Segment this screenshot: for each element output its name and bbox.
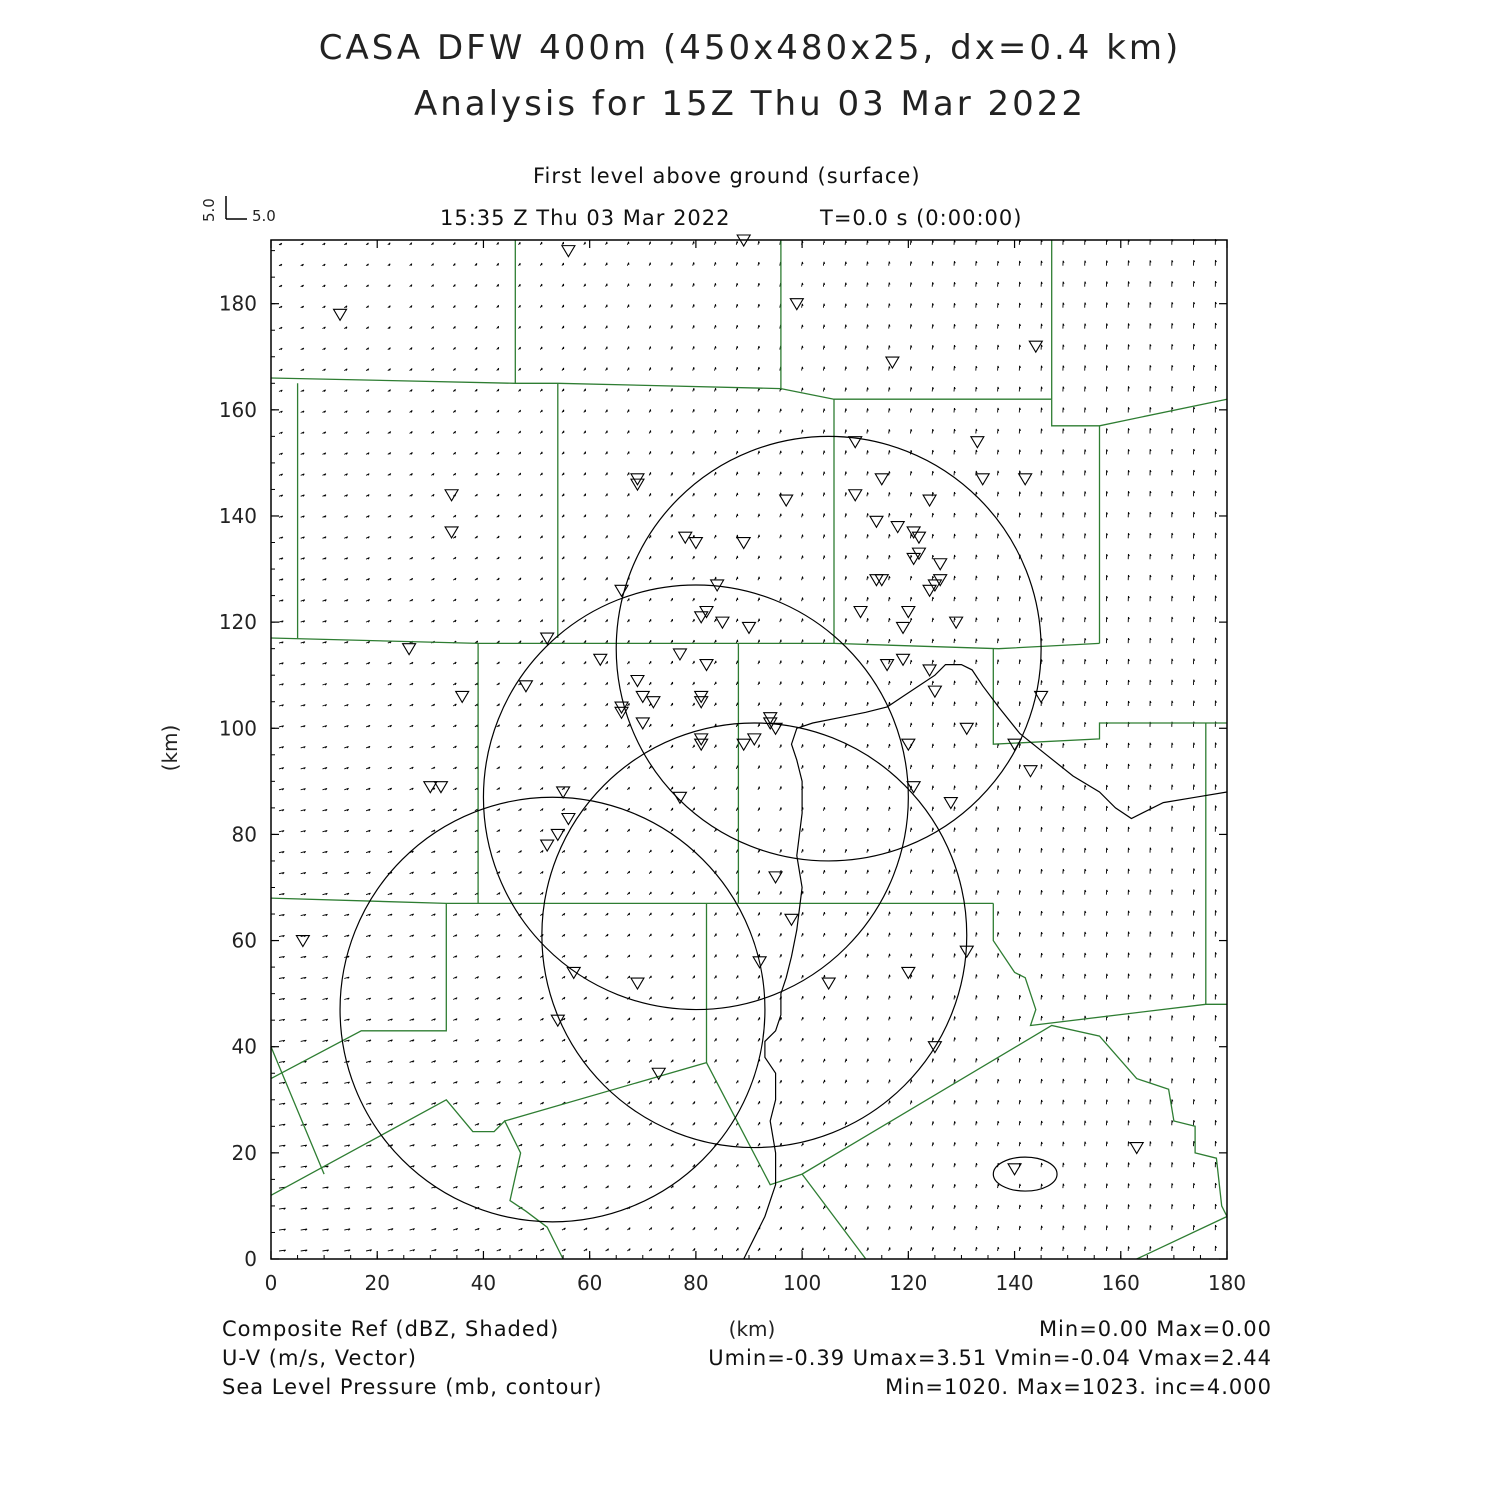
y-tick-label: 0 <box>244 1247 257 1271</box>
x-tick-label: 80 <box>683 1271 709 1295</box>
station-marker <box>785 914 798 925</box>
county-line-21 <box>802 1174 866 1259</box>
station-marker <box>928 686 941 697</box>
level-label: First level above ground (surface) <box>533 164 921 188</box>
station-marker <box>907 553 920 564</box>
station-marker <box>673 649 686 660</box>
station-marker <box>519 681 532 692</box>
station-marker <box>562 246 575 257</box>
legend-reflectivity-range: Min=0.00 Max=0.00 <box>1038 1317 1272 1341</box>
station-marker <box>960 723 973 734</box>
legend-reflectivity: Composite Ref (dBZ, Shaded) <box>222 1317 560 1341</box>
y-tick-label: 160 <box>218 397 257 422</box>
y-tick-label: 80 <box>231 822 257 847</box>
station-marker <box>1029 341 1042 352</box>
station-marker <box>700 660 713 671</box>
legend-wind-range: Umin=-0.39 Umax=3.51 Vmin=-0.04 Vmax=2.44 <box>708 1346 1272 1370</box>
station-marker <box>971 437 984 448</box>
station-marker <box>594 654 607 665</box>
y-tick-label: 100 <box>218 716 257 741</box>
pressure-contour-0 <box>744 665 1227 1259</box>
x-tick-label: 20 <box>364 1271 390 1295</box>
station-marker <box>950 617 963 628</box>
county-line-9 <box>271 638 1100 649</box>
county-line-18 <box>271 1100 563 1259</box>
wind-vector-field <box>279 239 1217 1251</box>
station-marker <box>716 617 729 628</box>
sea-level-pressure-contours <box>744 665 1227 1259</box>
y-tick-label: 180 <box>218 291 257 316</box>
station-marker <box>445 490 458 501</box>
county-boundaries <box>271 240 1227 1259</box>
y-tick-label: 60 <box>231 928 257 953</box>
scale-v-label: 5.0 <box>200 198 218 222</box>
station-marker <box>976 474 989 485</box>
station-marker <box>456 691 469 702</box>
station-marker <box>780 495 793 506</box>
station-marker <box>902 739 915 750</box>
vector-scale-key <box>200 196 276 225</box>
radar-range-rings <box>340 436 1041 1221</box>
station-marker <box>689 538 702 549</box>
station-marker <box>567 967 580 978</box>
county-line-7 <box>1052 399 1227 426</box>
x-tick-label: 0 <box>264 1271 278 1295</box>
station-marker <box>334 309 347 320</box>
station-marker <box>891 522 904 533</box>
x-axis-label: (km) <box>728 1317 776 1341</box>
station-marker <box>743 622 756 633</box>
station-marker <box>631 978 644 989</box>
station-marker <box>1130 1143 1143 1154</box>
station-marker <box>562 813 575 824</box>
pressure-contour-closed <box>993 1157 1057 1191</box>
station-marker <box>1019 474 1032 485</box>
y-tick-label: 140 <box>218 503 257 528</box>
station-marker <box>897 622 910 633</box>
county-line-12 <box>993 649 1227 745</box>
station-marker <box>875 474 888 485</box>
station-marker <box>1008 739 1021 750</box>
station-marker <box>923 665 936 676</box>
station-marker <box>870 516 883 527</box>
station-marker <box>737 538 750 549</box>
station-marker <box>849 490 862 501</box>
station-marker <box>541 840 554 851</box>
legend-pressure: Sea Level Pressure (mb, contour) <box>222 1375 603 1399</box>
station-marker <box>923 495 936 506</box>
legend-pressure-range: Min=1020. Max=1023. inc=4.000 <box>885 1375 1272 1399</box>
y-tick-label: 40 <box>231 1034 257 1059</box>
x-tick-label: 120 <box>889 1271 928 1295</box>
station-marker <box>403 644 416 655</box>
radar-ring-2 <box>542 723 967 1148</box>
station-marker <box>886 357 899 368</box>
station-marker <box>854 607 867 618</box>
elapsed-time: T=0.0 s (0:00:00) <box>820 206 1023 230</box>
station-marker <box>631 676 644 687</box>
station-marker <box>902 607 915 618</box>
station-marker <box>695 612 708 623</box>
station-marker <box>737 739 750 750</box>
county-line-20 <box>707 1026 1228 1217</box>
title-line-2: Analysis for 15Z Thu 03 Mar 2022 <box>413 84 1087 124</box>
x-tick-label: 60 <box>576 1271 603 1295</box>
y-tick-label: 20 <box>231 1140 257 1165</box>
county-line-17 <box>271 1047 324 1174</box>
station-marker <box>881 660 894 671</box>
y-tick-label: 120 <box>218 610 257 635</box>
station-marker <box>822 978 835 989</box>
county-line-3 <box>271 378 1052 399</box>
station-marker <box>944 798 957 809</box>
station-marker <box>897 654 910 665</box>
station-marker <box>296 936 309 947</box>
valid-time: 15:35 Z Thu 03 Mar 2022 <box>440 206 731 230</box>
x-tick-label: 160 <box>1101 1271 1140 1295</box>
station-marker <box>912 532 925 543</box>
x-tick-label: 180 <box>1207 1271 1247 1295</box>
y-axis-label: (km) <box>158 724 182 772</box>
station-marker <box>907 782 920 793</box>
wind-vectors <box>279 239 1217 1251</box>
x-tick-label: 100 <box>783 1271 822 1295</box>
station-marker <box>790 299 803 310</box>
county-line-14 <box>271 898 993 903</box>
station-marker <box>636 718 649 729</box>
x-tick-label: 40 <box>470 1271 497 1295</box>
title-line-1: CASA DFW 400m (450x480x25, dx=0.4 km) <box>318 28 1182 68</box>
county-line-22 <box>1137 1217 1227 1260</box>
county-line-15 <box>993 903 1206 1025</box>
station-marker <box>673 792 686 803</box>
station-marker <box>615 585 628 596</box>
scale-u-label: 5.0 <box>252 207 276 225</box>
station-marker <box>1024 766 1037 777</box>
county-line-16 <box>271 903 446 1078</box>
station-marker <box>934 559 947 570</box>
plot-frame <box>271 240 1227 1259</box>
station-marker <box>923 585 936 596</box>
x-tick-label: 140 <box>995 1271 1034 1295</box>
station-marker <box>647 697 660 708</box>
legend-wind: U-V (m/s, Vector) <box>222 1346 417 1370</box>
station-marker <box>902 967 915 978</box>
station-markers <box>296 235 1143 1175</box>
